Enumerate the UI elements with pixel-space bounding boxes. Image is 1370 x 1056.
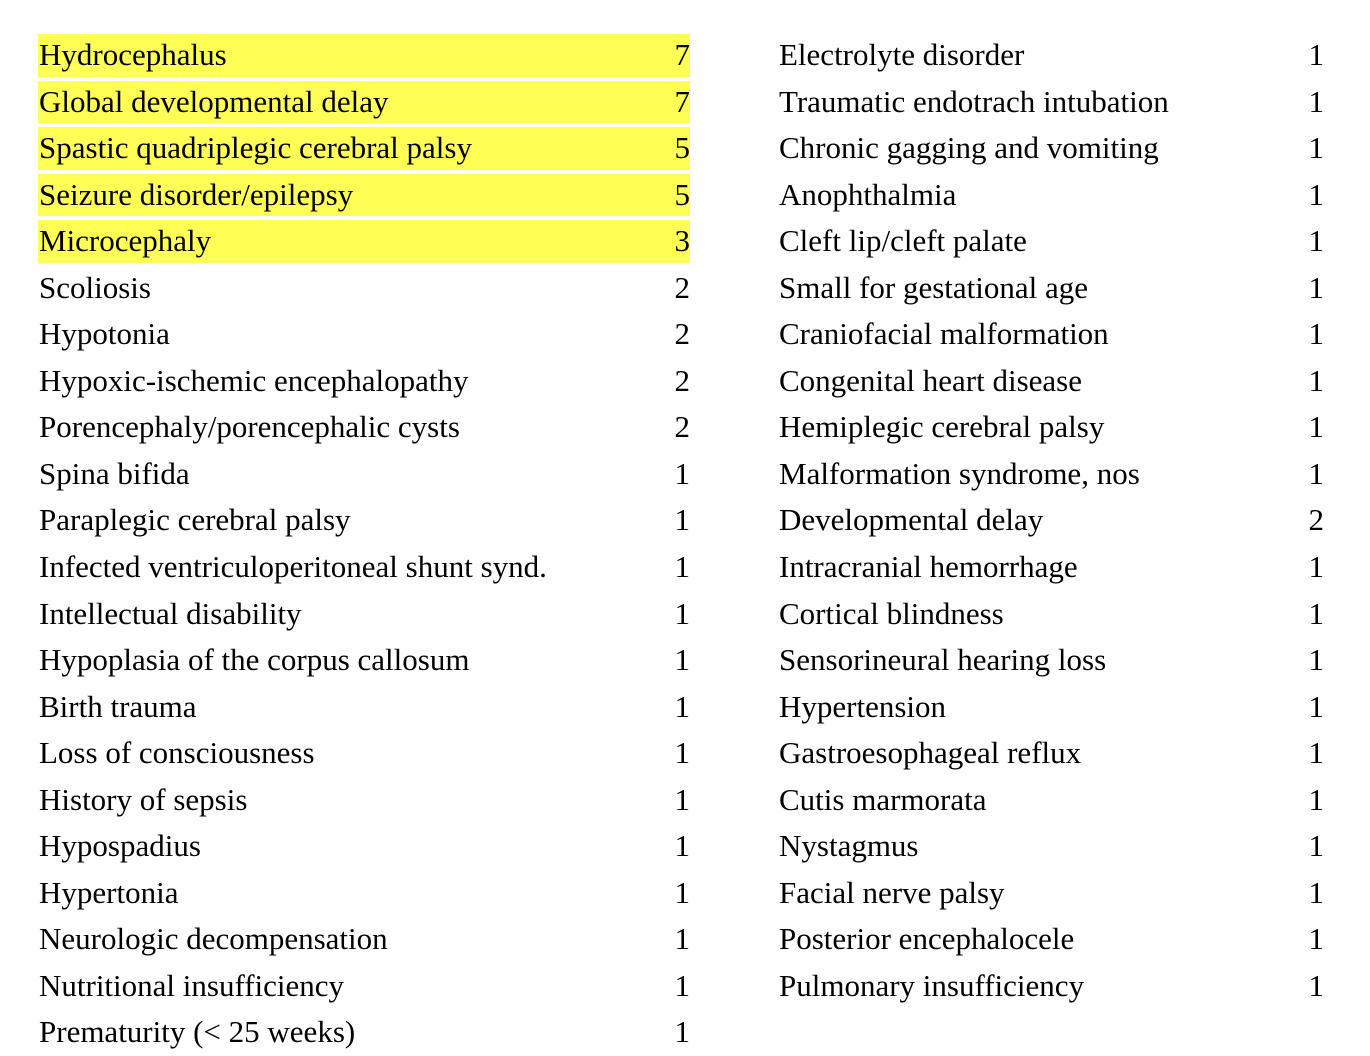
diagnosis-label: Sensorineural hearing loss [779, 642, 1107, 678]
diagnosis-label: Hypertonia [39, 874, 179, 910]
table-row [38, 79, 690, 126]
diagnosis-label: Neurologic decompensation [39, 921, 388, 957]
diagnosis-label: Prematurity (< 25 weeks) [39, 1014, 356, 1050]
table-row [38, 451, 690, 498]
diagnosis-count: 2 [674, 362, 690, 398]
table-row [38, 591, 690, 638]
table-row [38, 777, 690, 824]
diagnosis-label: Spastic quadriplegic cerebral palsy [39, 130, 472, 166]
diagnosis-label: Anophthalmia [779, 176, 957, 212]
diagnosis-label: Developmental delay [779, 502, 1044, 538]
diagnosis-label: Posterior encephalocele [779, 921, 1075, 957]
diagnosis-count: 5 [674, 176, 690, 212]
diagnosis-count: 1 [674, 735, 690, 771]
diagnosis-count: 1 [674, 455, 690, 491]
diagnosis-count: 1 [1308, 83, 1324, 119]
table-row [38, 684, 690, 731]
table-row [38, 125, 690, 172]
diagnosis-count: 1 [674, 921, 690, 957]
diagnosis-label: Loss of consciousness [39, 735, 315, 771]
diagnosis-label: Global developmental delay [39, 83, 389, 119]
table-row [778, 311, 1324, 358]
diagnosis-label: Pulmonary insufficiency [779, 967, 1085, 1003]
table-row [778, 125, 1324, 172]
diagnosis-count: 1 [1308, 781, 1324, 817]
diagnosis-count: 1 [674, 781, 690, 817]
table-row [38, 265, 690, 312]
diagnosis-count: 1 [674, 595, 690, 631]
diagnosis-count: 3 [674, 223, 690, 259]
table-row [38, 963, 690, 1010]
diagnosis-count: 1 [1308, 409, 1324, 445]
table-row [778, 497, 1324, 544]
left-column [38, 32, 690, 1056]
table-row [778, 684, 1324, 731]
table-row [38, 358, 690, 405]
diagnosis-count: 1 [674, 1014, 690, 1050]
table-row [38, 1009, 690, 1056]
table-row [778, 777, 1324, 824]
diagnosis-count: 1 [1308, 316, 1324, 352]
diagnosis-count: 2 [674, 316, 690, 352]
diagnosis-label: Hypoxic-ischemic encephalopathy [39, 362, 469, 398]
table-row [778, 172, 1324, 219]
diagnosis-label: Microcephaly [39, 223, 212, 259]
table-row [38, 916, 690, 963]
table-row [778, 544, 1324, 591]
diagnosis-count: 1 [1308, 967, 1324, 1003]
table-row [778, 32, 1324, 79]
diagnosis-count: 1 [1308, 362, 1324, 398]
diagnosis-count: 1 [1308, 549, 1324, 585]
diagnosis-count: 1 [1308, 130, 1324, 166]
table-row [38, 730, 690, 777]
table-row [38, 497, 690, 544]
diagnosis-label: Chronic gagging and vomiting [779, 130, 1159, 166]
diagnosis-label: Facial nerve palsy [779, 874, 1005, 910]
diagnosis-count: 1 [674, 874, 690, 910]
table-row [38, 544, 690, 591]
diagnosis-label: Hydrocephalus [39, 37, 227, 72]
table-row [38, 404, 690, 451]
diagnosis-label: Intellectual disability [39, 595, 302, 631]
diagnosis-label: Infected ventriculoperitoneal shunt synd. [39, 549, 547, 585]
diagnosis-label: Cortical blindness [779, 595, 1004, 631]
diagnosis-label: Congenital heart disease [779, 362, 1083, 398]
diagnosis-count: 2 [674, 409, 690, 445]
table-row [38, 218, 690, 265]
diagnosis-count: 1 [674, 967, 690, 1003]
diagnosis-count: 1 [1308, 269, 1324, 305]
table-row [38, 823, 690, 870]
diagnosis-count: 1 [1308, 595, 1324, 631]
table-row [778, 451, 1324, 498]
table-row [38, 32, 690, 79]
diagnosis-count: 1 [1308, 642, 1324, 678]
diagnosis-count: 1 [1308, 921, 1324, 957]
diagnosis-label: Paraplegic cerebral palsy [39, 502, 351, 538]
diagnosis-label: Intracranial hemorrhage [779, 549, 1078, 585]
diagnosis-label: Porencephaly/porencephalic cysts [39, 409, 460, 445]
diagnosis-count: 2 [674, 269, 690, 305]
table-row [778, 591, 1324, 638]
diagnosis-count: 1 [1308, 874, 1324, 910]
table-row [778, 823, 1324, 870]
diagnosis-label: Hypospadius [39, 828, 201, 864]
diagnosis-label: Hypertension [779, 688, 947, 724]
right-column [778, 32, 1324, 1009]
diagnosis-label: Gastroesophageal reflux [779, 735, 1082, 771]
diagnosis-label: Craniofacial malformation [779, 316, 1109, 352]
diagnosis-count: 1 [674, 549, 690, 585]
table-row [38, 311, 690, 358]
diagnosis-label: History of sepsis [39, 781, 248, 817]
table-row [38, 172, 690, 219]
table-row [38, 870, 690, 917]
table-row [778, 358, 1324, 405]
table-row [778, 870, 1324, 917]
diagnosis-label: Birth trauma [39, 688, 197, 724]
table-row [778, 218, 1324, 265]
diagnosis-count: 1 [674, 688, 690, 724]
table-row [778, 730, 1324, 777]
table-row [778, 637, 1324, 684]
diagnosis-label: Cutis marmorata [779, 781, 987, 817]
table-row [38, 637, 690, 684]
diagnosis-count: 1 [1308, 37, 1324, 72]
diagnosis-label: Cleft lip/cleft palate [779, 223, 1027, 259]
diagnosis-label: Scoliosis [39, 269, 151, 305]
diagnosis-label: Malformation syndrome, nos [779, 455, 1140, 491]
diagnosis-label: Small for gestational age [779, 269, 1089, 305]
diagnosis-count: 2 [1308, 502, 1324, 538]
table-row [778, 916, 1324, 963]
diagnosis-label: Spina bifida [39, 455, 190, 491]
diagnosis-count: 7 [674, 83, 690, 119]
table-row [778, 265, 1324, 312]
diagnosis-count: 1 [1308, 688, 1324, 724]
diagnosis-label: Hypotonia [39, 316, 170, 352]
diagnosis-count: 1 [1308, 223, 1324, 259]
diagnosis-count: 1 [1308, 176, 1324, 212]
diagnosis-count: 1 [674, 502, 690, 538]
diagnosis-label: Nystagmus [779, 828, 919, 864]
diagnosis-label: Hypoplasia of the corpus callosum [39, 642, 470, 678]
diagnosis-count: 1 [674, 828, 690, 864]
diagnosis-label: Seizure disorder/epilepsy [39, 176, 354, 212]
table-row [778, 404, 1324, 451]
diagnosis-count: 1 [1308, 828, 1324, 864]
diagnosis-count: 1 [674, 642, 690, 678]
diagnosis-label: Electrolyte disorder [779, 37, 1025, 72]
diagnosis-label: Nutritional insufficiency [39, 967, 345, 1003]
diagnosis-count: 1 [1308, 455, 1324, 491]
table-row [778, 963, 1324, 1010]
diagnosis-count: 5 [674, 130, 690, 166]
diagnosis-label: Hemiplegic cerebral palsy [779, 409, 1105, 445]
diagnosis-label: Traumatic endotrach intubation [779, 83, 1169, 119]
table-row [778, 79, 1324, 126]
diagnosis-count: 1 [1308, 735, 1324, 771]
diagnosis-count: 7 [674, 37, 690, 72]
